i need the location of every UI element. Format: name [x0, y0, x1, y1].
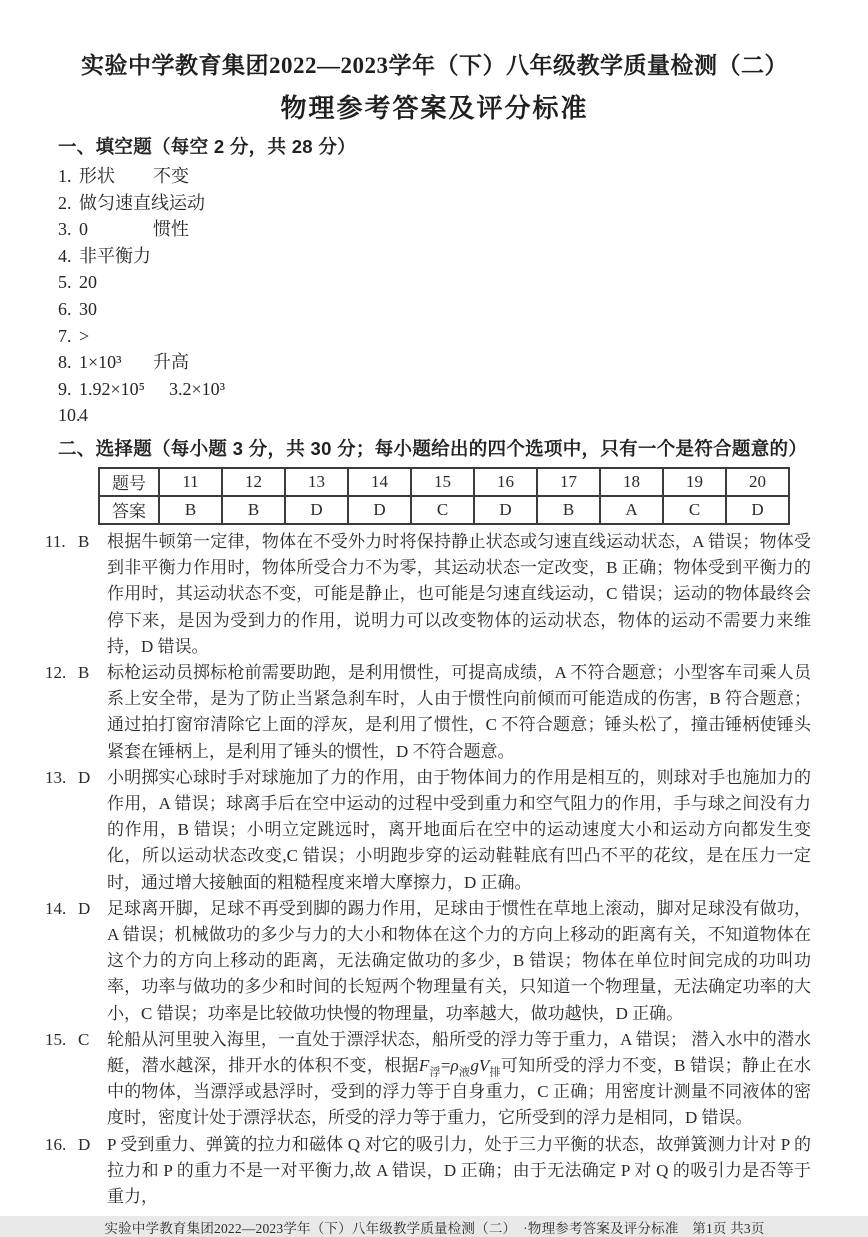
- fill-item-10: [58, 402, 811, 429]
- item-number: 8.: [58, 352, 72, 373]
- item-number: 2.: [58, 192, 72, 213]
- document-title: 实验中学教育集团2022—2023学年（下）八年级教学质量检测（二）: [81, 53, 788, 78]
- fill-item-6: [58, 296, 811, 323]
- qnum-row-label: 题号: [99, 468, 159, 496]
- explanation-text-after-formula: 可知所受的浮力不变，B 错误；静止在水中的物体，当漂浮或悬浮时，受到的浮力等于自身重力，C 正确；用密度计测量不同液体的密度时，密度计处于漂浮状态，所受的浮力等于重力，它所受到的浮力是相同，D 错误。: [107, 1056, 812, 1128]
- answer-letter: D: [78, 767, 91, 787]
- item-number: 10.: [58, 405, 81, 426]
- answer-blank-1: 1×10³: [79, 352, 122, 373]
- fill-item-7: [58, 323, 811, 350]
- table-answer-row: [99, 496, 789, 524]
- answer-blank-1: 形状: [79, 166, 115, 186]
- answer-blank-1: 20: [79, 272, 97, 293]
- answer-row-label: 答案: [99, 496, 159, 524]
- fill-answer-list: [58, 163, 811, 429]
- explanation-q15: [45, 1027, 811, 1132]
- explanation-text: 足球离开脚，足球不再受到脚的踢力作用，足球由于惯性在草地上滚动，脚对足球没有做功，A 错误；机械做功的多少与力的大小和物体在这个力的方向上移动的距离有关，不知道物体在这个力的方向上移动的距离，无法确定做功的多少，B 错误；物体在单位时间完成的功叫功率，功率与做功的多少和时间的长短两个物理量有关，只知道一个物理量，无法确定功率的大小，C 错误；功率是比较做功快慢的物理量，功率越大，做功越快，D 正确。: [107, 898, 811, 1023]
- question-number: 15.: [45, 1029, 67, 1049]
- table-header-row: [99, 468, 789, 496]
- question-number: 13.: [45, 767, 67, 787]
- item-number: 3.: [58, 219, 72, 240]
- choice-section-heading: 二、选择题（每小题 3 分，共 30 分；每小题给出的四个选项中，只有一个是符合题意的）: [58, 437, 808, 459]
- answer-cell: A: [600, 496, 663, 524]
- question-number: 16.: [45, 1134, 67, 1154]
- document-subtitle: 物理参考答案及评分标准: [280, 94, 589, 123]
- qnum-cell: 18: [600, 468, 663, 496]
- explanation-list: [45, 529, 812, 1210]
- answer-letter: C: [78, 1029, 90, 1049]
- explanation-q16: [45, 1132, 811, 1211]
- answer-blank-2: 3.2×10³: [168, 378, 225, 399]
- answer-cell: B: [159, 496, 222, 524]
- answer-blank-1: 0: [79, 219, 88, 240]
- item-number: 7.: [58, 325, 72, 346]
- qnum-cell: 19: [663, 468, 726, 496]
- fill-item-5: [58, 269, 811, 296]
- question-number: 11.: [45, 531, 66, 551]
- buoyancy-formula-F-subscript: 浮: [429, 1066, 441, 1079]
- explanation-q11: [45, 529, 811, 660]
- item-number: 5.: [58, 272, 72, 293]
- buoyancy-formula-V-subscript: 排: [489, 1066, 501, 1079]
- answer-letter: B: [78, 662, 90, 682]
- explanation-q13: [45, 765, 811, 896]
- answer-blank-1: 30: [79, 298, 97, 319]
- answer-letter: D: [78, 1134, 91, 1154]
- explanation-text: 小明掷实心球时手对球施加了力的作用，由于物体间力的作用是相互的，则球对手也施加力的作用，A 错误；球离手后在空中运动的过程中受到重力和空气阻力的作用，手与球之间没有力的作用，B 错误；小明立定跳远时，离开地面后在空中的运动速度大小和运动方向都发生变化，所以运动状态改变,C 错误；小明跑步穿的运动鞋鞋底有凹凸不平的花纹，是在压力一定时，通过增大接触面的粗糙程度来增大摩擦力，D 正确。: [107, 767, 811, 892]
- explanation-text-before-formula: 轮船从河里驶入海里，一直处于漂浮状态，船所受的浮力等于重力，A 错误； 潜入水中的潜水艇，潜水越深，排开水的体积不变，根据: [107, 1029, 811, 1075]
- buoyancy-formula-equals: =: [440, 1056, 451, 1075]
- fill-item-3: [58, 216, 811, 243]
- qnum-cell: 14: [348, 468, 411, 496]
- explanation-text: P 受到重力、弹簧的拉力和磁体 Q 对它的吸引力，处于三力平衡的状态，故弹簧测力计对 P 的拉力和 P 的重力不是一对平衡力,故 A 错误，D 正确；由于无法确定 P 对 Q 的吸引力是否等于重力，: [107, 1134, 811, 1207]
- answer-cell: D: [348, 496, 411, 524]
- item-number: 1.: [58, 166, 72, 186]
- explanation-text: 根据牛顿第一定律，物体在不受外力时将保持静止状态或匀速直线运动状态，A 错误；物体受到非平衡力作用时，物体所受合力不为零，其运动状态一定改变，B 正确；物体受到平衡力的作用时，其运动状态不变，可能是静止，也可能是匀速直线运动，C 错误；运动的物体最终会停下来，是因为受到力的作用，说明力可以改变物体的运动状态，物体的运动不需要力来维持，D 错误。: [107, 531, 811, 656]
- answer-blank-2: 升高: [153, 352, 189, 373]
- question-number: 14.: [45, 898, 67, 918]
- answer-cell: D: [285, 496, 348, 524]
- answer-blank-2: 惯性: [153, 219, 189, 240]
- fill-item-8: [58, 349, 811, 376]
- qnum-cell: 17: [537, 468, 600, 496]
- qnum-cell: 16: [474, 468, 537, 496]
- buoyancy-formula-F: F: [418, 1056, 430, 1075]
- buoyancy-formula-V: V: [478, 1056, 490, 1075]
- answer-cell: C: [663, 496, 726, 524]
- qnum-cell: 15: [411, 468, 474, 496]
- buoyancy-formula-g: g: [470, 1056, 479, 1075]
- explanation-text: 标枪运动员掷标枪前需要助跑，是利用惯性，可提高成绩，A 不符合题意；小型客车司乘人员系上安全带，是为了防止当紧急刹车时，人由于惯性向前倾而可能造成的伤害，B 符合题意；通过拍打窗帘清除它上面的浮灰，是利用了惯性，C 不符合题意；锤头松了，撞击锤柄使锤头紧套在锤柄上，是利用了锤头的惯性，D 不符合题意。: [107, 662, 811, 761]
- answer-letter: D: [78, 898, 91, 918]
- answer-letter: B: [78, 531, 90, 551]
- answer-cell: D: [726, 496, 789, 524]
- buoyancy-formula-rho: ρ: [450, 1056, 459, 1075]
- answer-blank-1: 做匀速直线运动: [79, 192, 205, 213]
- page-footer: 实验中学教育集团2022—2023学年（下）八年级教学质量检测（二） ·物理参考答案及评分标准 第1页 共3页: [104, 1221, 765, 1237]
- question-number: 12.: [45, 662, 67, 682]
- qnum-cell: 11: [159, 468, 222, 496]
- buoyancy-formula-rho-subscript: 液: [458, 1066, 471, 1079]
- answer-cell: C: [411, 496, 474, 524]
- qnum-cell: 13: [285, 468, 348, 496]
- answer-blank-1: >: [79, 325, 90, 346]
- answer-blank-1: 4: [79, 405, 88, 426]
- answer-blank-2: 不变: [153, 166, 189, 186]
- item-number: 9.: [58, 378, 72, 399]
- answer-blank-1: 非平衡力: [79, 245, 151, 266]
- fill-item-1: [58, 163, 811, 190]
- answer-blank-1: 1.92×10⁵: [79, 378, 145, 399]
- qnum-cell: 12: [222, 468, 285, 496]
- qnum-cell: 20: [726, 468, 789, 496]
- item-number: 4.: [58, 245, 72, 266]
- fill-item-2: [58, 190, 811, 217]
- fill-section-heading: 一、填空题（每空 2 分，共 28 分）: [58, 136, 356, 157]
- explanation-q12: [45, 660, 811, 765]
- explanation-text: [107, 1027, 811, 1132]
- item-number: 6.: [58, 298, 72, 319]
- fill-item-9: [58, 376, 811, 403]
- answer-cell: B: [222, 496, 285, 524]
- answer-table: [98, 467, 790, 525]
- answer-cell: B: [537, 496, 600, 524]
- fill-item-4: [58, 243, 811, 270]
- answer-cell: D: [474, 496, 537, 524]
- explanation-q14: [45, 896, 811, 1027]
